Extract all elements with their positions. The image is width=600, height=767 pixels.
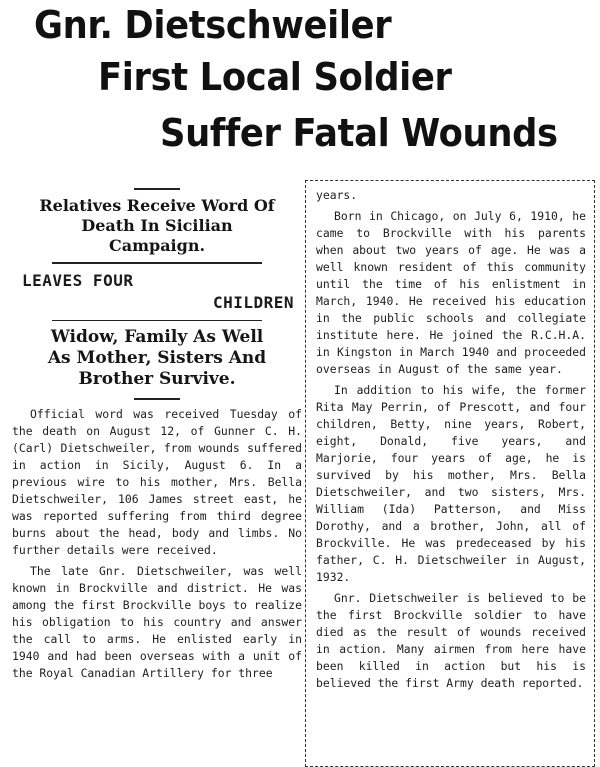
article-paragraph: years. — [316, 188, 358, 202]
right-column — [305, 180, 595, 767]
article-body-right — [316, 187, 586, 692]
deck-line-1: Relatives Receive Word Of — [39, 196, 275, 215]
second-deck-line-1: Widow, Family As Well — [50, 327, 264, 347]
rule-divider — [134, 188, 180, 190]
article-paragraph: The late Gnr. Dietschweiler, was well known in Brockville and district. He was among the first Brockville boys to realize his obligation to his country and answer the call to arms. He enlisted early in 1940 and had been overseas with a unit of the Royal Canadian Artillery for three — [12, 564, 302, 680]
article-paragraph: Born in Chicago, on July 6, 1910, he came to Brockville with his parents when about two years of age. He was a well known resident of this community until the time of his enlistment in March, 1940. He received his education in the public schools and collegiate institute here. He joined the R.C.H.A. in Kingston in March 1940 and proceeded overseas in August of the same year. — [316, 209, 586, 376]
second-deck-line-3: Brother Survive. — [78, 369, 236, 389]
subhead-line-1: LEAVES FOUR — [22, 270, 134, 290]
headline — [0, 0, 600, 180]
left-column — [12, 180, 302, 740]
subhead-line-2: CHILDREN — [212, 292, 294, 312]
subhead — [12, 270, 302, 314]
second-deck — [12, 327, 302, 390]
headline-line-3: Suffer Fatal Wounds — [160, 111, 558, 155]
deck-line-3: Campaign. — [108, 236, 206, 255]
deck-head — [12, 196, 302, 256]
deck-line-2: Death In Sicilian — [81, 216, 233, 235]
second-deck-line-2: As Mother, Sisters And — [47, 348, 267, 368]
rule-divider — [52, 320, 262, 322]
headline-line-2: First Local Soldier — [98, 55, 452, 99]
article-paragraph: In addition to his wife, the former Rita May Perrin, of Prescott, and four children, Betty, nine years, Robert, eight, Donald, five years, and Marjorie, four years of age, he is survived by his mother, Mrs. Bella Dietschweiler, and two sisters, Mrs. William (Ida) Patterson, and Miss Dorothy, and a brother, John, all of Brockville. He was predeceased by his father, C. H. Dietschweiler in August, 1932. — [316, 383, 586, 584]
headline-line-1: Gnr. Dietschweiler — [34, 3, 392, 47]
rule-divider — [134, 398, 180, 400]
article-body-left — [12, 406, 302, 682]
article-paragraph: Gnr. Dietschweiler is believed to be the first Brockville soldier to have died as the result of wounds received in action. Many airmen from here have been killed in action but his is believed the first Army death reported. — [316, 591, 586, 690]
rule-divider — [52, 262, 262, 264]
article-paragraph: Official word was received Tuesday of the death on August 12, of Gunner C. H. (Carl) Dietschweiler, from wounds suffered in action in Sicily, August 6. In a previous wire to his mother, Mrs. Bella Dietschweiler, 106 James street east, he was reported suffering from third degree burns about the head, body and limbs. No further details were received. — [12, 407, 302, 557]
